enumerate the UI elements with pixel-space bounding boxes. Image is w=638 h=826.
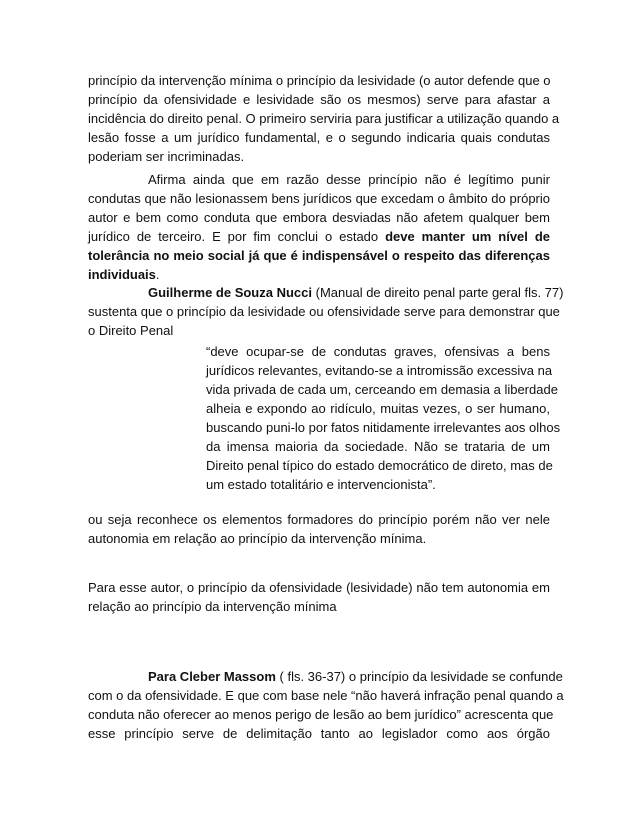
quote-line: Direito penal típico do estado democrático de direto, mas de bbox=[206, 458, 553, 473]
text-line: ou seja reconhece os elementos formadores do princípio porém não ver nele bbox=[88, 512, 550, 527]
quote-line: vida privada de cada um, cerceando em demasia a liberdade bbox=[206, 382, 558, 397]
text-line: sustenta que o princípio da lesividade ou ofensividade serve para demonstrar que bbox=[88, 304, 560, 319]
bold-text: individuais bbox=[88, 267, 156, 282]
text-line: condutas que não lesionassem bens jurídicos que excedam o âmbito do próprio bbox=[88, 191, 550, 206]
text-line bbox=[88, 667, 563, 686]
text-line bbox=[88, 265, 550, 284]
quote-line: “deve ocupar-se de condutas graves, ofensivas a bens bbox=[206, 344, 550, 359]
quote-line: buscando puni-lo por fatos nitidamente irrelevantes aos olhos bbox=[206, 420, 561, 435]
text-line: autor e bem como conduta que embora desviadas não afetem qualquer bem bbox=[88, 210, 550, 225]
text-line: conduta não oferecer ao menos perigo de lesão ao bem jurídico” acrescenta que bbox=[88, 707, 554, 722]
quote-line: jurídicos relevantes, evitando-se a intromissão excessiva na bbox=[206, 363, 553, 378]
text-span: (Manual de direito penal parte geral fls. 77) bbox=[312, 285, 564, 300]
text-span: jurídico de terceiro. E por fim conclui o estado bbox=[88, 229, 386, 244]
text-span: . bbox=[155, 267, 160, 282]
text-line: princípio da intervenção mínima o princípio da lesividade (o autor defende que o bbox=[88, 73, 551, 88]
text-span: ( fls. 36-37) o princípio da lesividade se confunde bbox=[275, 669, 563, 684]
text-line: relação ao princípio da intervenção mínima bbox=[88, 599, 337, 614]
quote-line: um estado totalitário e intervencionista”. bbox=[206, 477, 436, 492]
bold-text: tolerância no meio social já que é indispensável o respeito das diferenças bbox=[88, 248, 550, 263]
quote-line: alheia e expondo ao ridículo, muitas vezes, o ser humano, bbox=[206, 401, 550, 416]
text-line: lesão fosse a um jurídico fundamental, e o segundo indicaria quais condutas bbox=[88, 130, 550, 145]
text-line: incidência do direito penal. O primeiro serviria para justificar a utilização quando a bbox=[88, 111, 560, 126]
author-name: Guilherme de Souza Nucci bbox=[148, 285, 312, 300]
text-line: princípio da ofensividade e lesividade são os mesmos) serve para afastar a bbox=[88, 92, 550, 107]
text-line: o Direito Penal bbox=[88, 323, 174, 338]
text-line bbox=[88, 227, 550, 246]
quote-line: da imensa maioria da sociedade. Não se trataria de um bbox=[206, 439, 550, 454]
text-line: esse princípio serve de delimitação tanto ao legislador como aos órgão bbox=[88, 726, 550, 741]
author-name: Para Cleber Massom bbox=[148, 669, 276, 684]
text-span: Afirma ainda que em razão desse princípio não é legítimo punir bbox=[148, 172, 550, 187]
text-line: com o da ofensividade. E que com base nele “não haverá infração penal quando a bbox=[88, 688, 564, 703]
text-line bbox=[88, 283, 564, 302]
text-line: Para esse autor, o princípio da ofensividade (lesividade) não tem autonomia em bbox=[88, 580, 550, 595]
bold-text: deve manter um nível de bbox=[385, 229, 550, 244]
text-line bbox=[88, 246, 550, 265]
text-line bbox=[88, 170, 550, 189]
text-line: autonomia em relação ao princípio da intervenção mínima. bbox=[88, 531, 427, 546]
text-line: poderiam ser incriminadas. bbox=[88, 149, 245, 164]
